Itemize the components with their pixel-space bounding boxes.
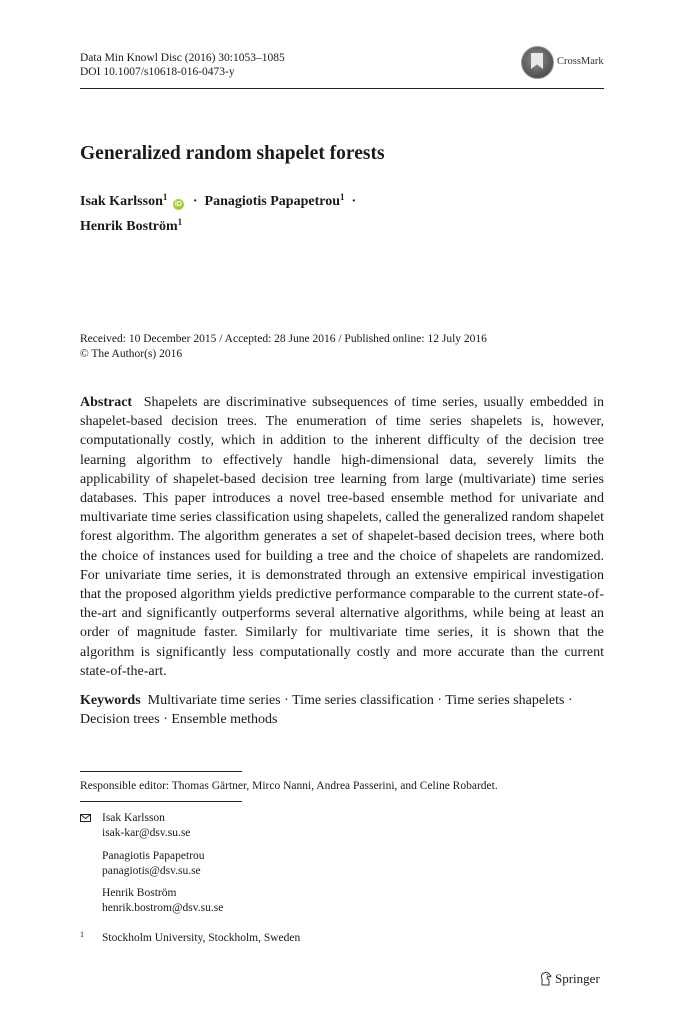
contact-name: Panagiotis Papapetrou [102, 850, 205, 862]
header-rule [80, 88, 604, 89]
keywords-heading: Keywords [80, 693, 141, 708]
article-history [80, 332, 487, 362]
author-name: Isak Karlsson [80, 194, 163, 209]
author-separator: · [192, 194, 198, 209]
publisher-name: Springer [555, 971, 600, 986]
publication-dates: Received: 10 December 2015 / Accepted: 28 June 2016 / Published online: 12 July 2016 [80, 333, 487, 345]
affiliation-marker: 1 [177, 217, 183, 227]
publisher-logo [539, 971, 600, 987]
abstract [80, 393, 604, 681]
affiliation [80, 932, 380, 948]
contact-email[interactable]: isak-kar@dsv.su.se [102, 827, 191, 839]
author-name: Henrik Boström [80, 219, 178, 234]
corresponding-authors [80, 811, 480, 921]
crossmark-icon [521, 46, 554, 79]
contact-entry [102, 811, 190, 841]
crossmark-label: CrossMark [557, 56, 604, 67]
contact-entry [102, 849, 205, 879]
orcid-icon[interactable]: iD [174, 201, 182, 208]
abstract-text: Shapelets are discriminative subsequences of time series, usually embedded in shapelet-based decision trees. The enumeration of time series shapelets is, however, computationally costly, which in addition to the inherent difficulty of the decision tree learning algorithm to effectively handle high-dimensional data, severely limits the applicability of shapelet-based decision tree learning from large (multivariate) time series databases. This paper introduces a novel tree-based ensemble method for univariate and multivariate time series classification using shapelets, called the generalized random shapelet forest algorithm. The algorithm generates a set of shapelet-based decision trees, where both the choice of instances used for building a tree and the choice of shapelets are randomized. For univariate time series, it is demonstrated through an extensive empirical investigation that the proposed algorithm yields predictive performance comparable to the current state-of-the-art and significantly outperforms several alternative algorithms, while being at least an order of magnitude faster. Similarly for multivariate time series, it is shown that the algorithm is significantly less computationally costly and more accurate than the current state-of-the-art. [80, 395, 604, 679]
author-name: Panagiotis Papapetrou [204, 194, 341, 209]
contact-entry [102, 886, 223, 916]
paper-title: Generalized random shapelet forests [80, 143, 385, 164]
copyright: © The Author(s) 2016 [80, 348, 183, 360]
keywords-text: Multivariate time series · Time series classification · Time series shapelets · Decision trees · Ensemble methods [80, 693, 573, 728]
affiliation-marker: 1 [162, 192, 168, 202]
responsible-editor-note: Responsible editor: Thomas Gärtner, Mirco Nanni, Andrea Passerini, and Celine Robardet. [80, 780, 498, 792]
author-separator: · [351, 194, 357, 209]
affiliation-marker: 1 [340, 192, 345, 202]
contact-name: Henrik Boström [102, 887, 177, 899]
affiliation-number: 1 [80, 930, 84, 939]
doi[interactable]: DOI 10.1007/s10618-016-0473-y [80, 66, 235, 78]
envelope-icon [80, 814, 91, 822]
contact-name: Isak Karlsson [102, 812, 165, 824]
author-list [80, 187, 600, 237]
journal-citation: Data Min Knowl Disc (2016) 30:1053–1085 [80, 52, 285, 64]
footnote-rule [80, 771, 242, 772]
abstract-heading: Abstract [80, 395, 133, 410]
affiliation-text: Stockholm University, Stockholm, Sweden [102, 932, 301, 944]
springer-horse-icon [539, 971, 553, 986]
footnote-rule [80, 801, 242, 802]
crossmark-badge[interactable] [521, 44, 607, 80]
contact-email[interactable]: panagiotis@dsv.su.se [102, 865, 201, 877]
keywords [80, 691, 604, 729]
running-header [80, 51, 285, 79]
contact-email[interactable]: henrik.bostrom@dsv.su.se [102, 902, 224, 914]
